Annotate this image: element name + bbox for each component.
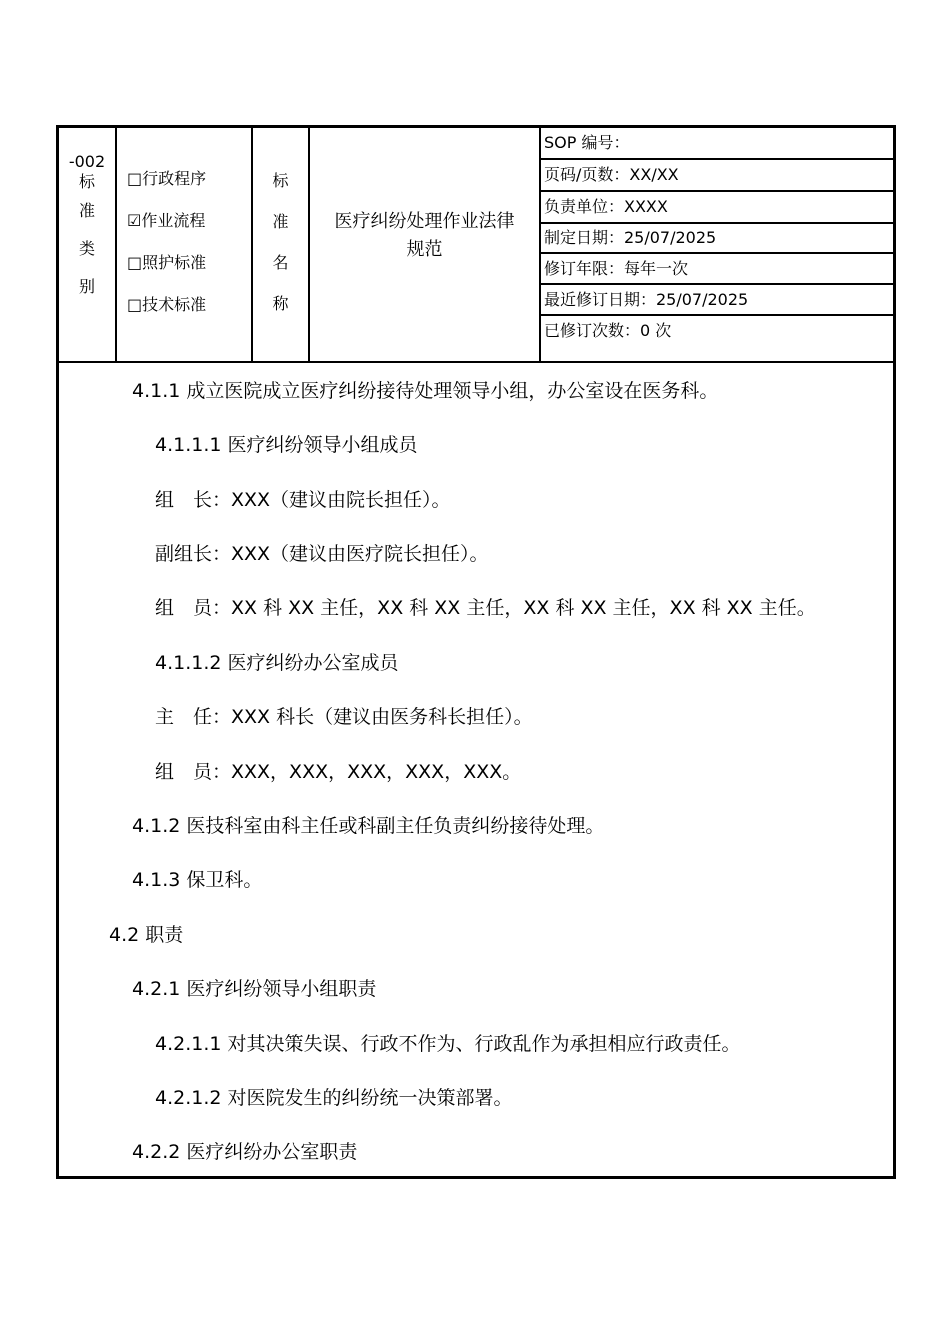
document-body: [59, 361, 893, 1176]
body-line: 组 员：XXX，XXX，XXX，XXX，XXX。: [155, 761, 522, 783]
meta-responsible-unit: 负责单位：XXXX: [541, 192, 893, 224]
document-title-line1: 医疗纠纷处理作业法律: [334, 211, 515, 232]
sop-header-table: [59, 128, 893, 363]
meta-page-count: 页码/页数：XX/XX: [541, 160, 893, 192]
body-line: 4.1.1.2 医疗纠纷办公室成员: [155, 652, 399, 674]
body-line: 4.2.1.1 对其决策失误、行政不作为、行政乱作为承担相应行政责任。: [155, 1033, 741, 1055]
body-line: 4.2.2 医疗纠纷办公室职责: [132, 1141, 358, 1163]
sop-document-frame: [56, 125, 896, 1179]
body-line: 4.1.3 保卫科。: [132, 869, 263, 891]
body-line: 4.1.1.1 医疗纠纷领导小组成员: [155, 434, 418, 456]
meta-revision-count: 已修订次数：0 次: [544, 321, 672, 340]
name-label-char: 称: [272, 294, 289, 313]
meta-cell: [541, 128, 893, 361]
option-work-flow: ☑作业流程: [127, 211, 206, 230]
body-line: 4.1.1 成立医院成立医疗纠纷接待处理领导小组，办公室设在医务科。: [132, 380, 719, 402]
body-line: 副组长：XXX（建议由医疗院长担任）。: [155, 543, 489, 565]
category-label-char: 类: [78, 239, 95, 258]
name-label-char: 标: [272, 171, 289, 190]
option-tech-standard: □技术标准: [127, 295, 207, 314]
meta-sop-number: SOP 编号：: [541, 128, 893, 160]
body-line: 组 长：XXX（建议由院长担任）。: [155, 489, 451, 511]
meta-created-date: 制定日期：25/07/2025: [541, 224, 893, 254]
name-label-cell: [253, 128, 308, 361]
body-line: 4.2.1 医疗纠纷领导小组职责: [132, 978, 377, 1000]
category-label-char: 标: [78, 172, 95, 191]
body-line: 4.2.1.2 对医院发生的纠纷统一决策部署。: [155, 1087, 513, 1109]
name-label-char: 准: [272, 212, 289, 231]
meta-last-revision-date: 最近修订日期：25/07/2025: [541, 285, 893, 316]
document-title-line2: 规范: [406, 239, 443, 260]
body-line: 4.1.2 医技科室由科主任或科副主任负责纠纷接待处理。: [132, 815, 605, 837]
option-admin-procedure: □行政程序: [127, 169, 207, 188]
name-label-char: 名: [272, 253, 289, 272]
category-label-char: 别: [78, 277, 95, 296]
option-care-standard: □照护标准: [127, 253, 207, 272]
body-line: 组 员：XX 科 XX 主任，XX 科 XX 主任，XX 科 XX 主任，XX 科 XX 主任。: [155, 597, 816, 619]
document-title-cell: [310, 128, 539, 361]
meta-revision-period: 修订年限：每年一次: [541, 254, 893, 285]
category-cell: [59, 128, 115, 361]
body-line: 4.2 职责: [109, 924, 184, 946]
document-code: -002: [68, 152, 106, 171]
category-label-char: 准: [78, 201, 95, 220]
body-line: 主 任：XXX 科长（建议由医务科长担任）。: [155, 706, 533, 728]
category-options-cell: [117, 128, 251, 361]
